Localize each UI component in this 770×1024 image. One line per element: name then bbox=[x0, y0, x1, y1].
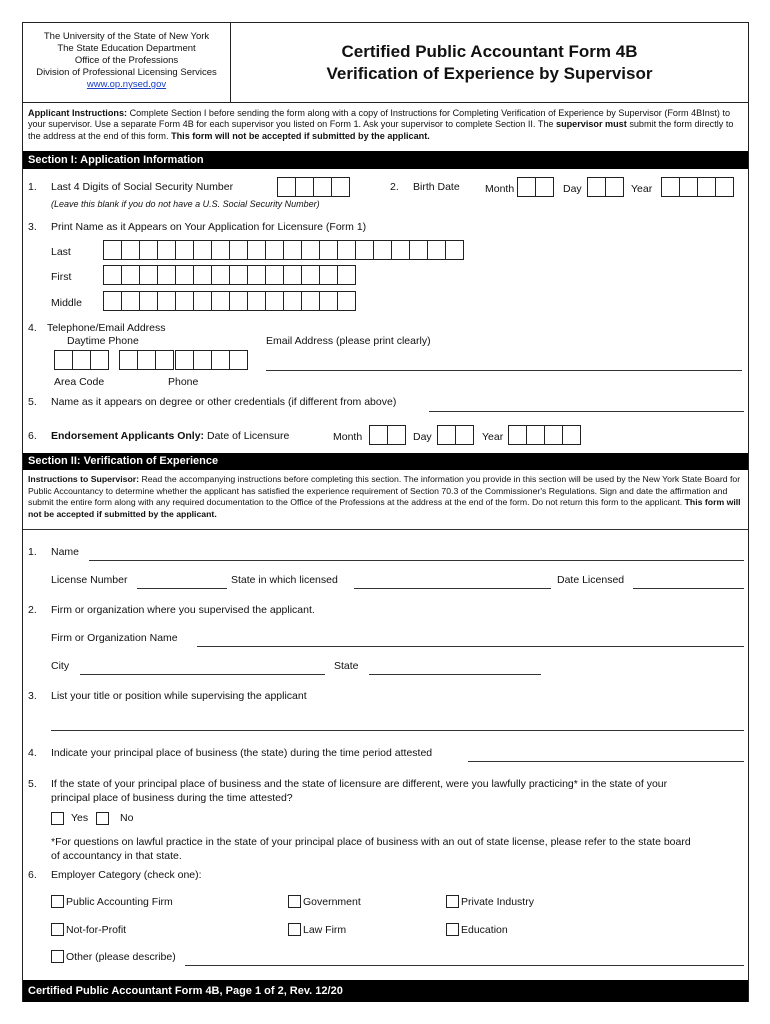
phone-prefix-boxes[interactable] bbox=[119, 350, 173, 370]
licensure-month-boxes[interactable] bbox=[369, 425, 405, 445]
education-checkbox[interactable] bbox=[446, 923, 459, 936]
state-input-line[interactable] bbox=[369, 674, 541, 675]
form-page bbox=[22, 22, 749, 1002]
ssn-boxes[interactable] bbox=[277, 177, 349, 197]
form-title-line-1: Certified Public Accountant Form 4B bbox=[341, 42, 638, 61]
last-name-boxes[interactable] bbox=[103, 240, 463, 260]
firm-question-label: Firm or organization where you supervised the applicant. bbox=[51, 604, 315, 616]
city-label: City bbox=[51, 660, 70, 672]
licensure-year-label: Year bbox=[482, 431, 504, 443]
middle-name-boxes[interactable] bbox=[103, 291, 355, 311]
employer-category-label: Employer Category (check one): bbox=[51, 869, 202, 881]
s2-q2-number: 2. bbox=[28, 604, 37, 616]
s1-q3-number: 3. bbox=[28, 221, 37, 233]
other-describe-input-line[interactable] bbox=[185, 965, 744, 966]
s2-q1-number: 1. bbox=[28, 546, 37, 558]
agency-line-1: The University of the State of New York bbox=[43, 31, 210, 42]
area-code-label: Area Code bbox=[54, 376, 105, 388]
phone-label: Phone bbox=[168, 376, 199, 388]
supervisor-name-input-line[interactable] bbox=[89, 560, 744, 561]
state-licensed-input-line[interactable] bbox=[354, 588, 551, 589]
principal-place-label: Indicate your principal place of business (the state) during the time period attested bbox=[51, 747, 433, 759]
supervisor-instructions-bold: This form will not be accepted if submitted by the applicant. bbox=[28, 497, 741, 519]
birth-month-label: Month bbox=[485, 183, 515, 195]
state-licensed-label: State in which licensed bbox=[231, 574, 338, 586]
date-licensed-label: Date Licensed bbox=[557, 574, 625, 586]
agency-block bbox=[23, 23, 231, 103]
not-for-profit-label: Not-for-Profit bbox=[66, 924, 127, 936]
title-position-input-line[interactable] bbox=[51, 730, 744, 731]
lawful-practice-question-line-1: If the state of your principal place of business and the state of licensure are different, were you lawfully practicing* in the state of your bbox=[51, 778, 668, 790]
birth-month-boxes[interactable] bbox=[517, 177, 553, 197]
s1-q1-number: 1. bbox=[28, 181, 37, 193]
licensure-day-label: Day bbox=[413, 431, 432, 443]
telephone-email-label: Telephone/Email Address bbox=[47, 322, 166, 334]
state-label: State bbox=[334, 660, 359, 672]
instructions-divider bbox=[23, 529, 748, 530]
email-label: Email Address (please print clearly) bbox=[266, 335, 431, 347]
title-position-label: List your title or position while supervising the applicant bbox=[51, 690, 307, 702]
government-checkbox[interactable] bbox=[288, 895, 301, 908]
licensure-year-boxes[interactable] bbox=[508, 425, 580, 445]
government-label: Government bbox=[303, 896, 361, 908]
private-industry-checkbox[interactable] bbox=[446, 895, 459, 908]
education-label: Education bbox=[461, 924, 508, 936]
supervisor-instructions bbox=[28, 474, 743, 520]
print-name-label: Print Name as it Appears on Your Application for Licensure (Form 1) bbox=[51, 221, 367, 233]
lawful-practice-footnote-line-1: *For questions on lawful practice in the state of your principal place of business with an out of state license, please refer to the state board bbox=[51, 836, 691, 848]
middle-name-label: Middle bbox=[51, 297, 82, 309]
section-1-header: Section I: Application Information bbox=[23, 151, 748, 169]
daytime-phone-label: Daytime Phone bbox=[67, 335, 139, 347]
area-code-boxes[interactable] bbox=[54, 350, 108, 370]
licensure-day-boxes[interactable] bbox=[437, 425, 473, 445]
applicant-instructions-text-1: Complete Section I before sending the form along with a copy of Instructions for Completing Verification of Experience by Supervisor (Form 4BInst) to your supervisor. Use a separate Form 4B for each supervisor you listed on Form 1. Ask your supervisor to complete Section II. The bbox=[28, 108, 731, 130]
public-accounting-checkbox[interactable] bbox=[51, 895, 64, 908]
applicant-instructions-bold-1: supervisor must bbox=[556, 119, 627, 130]
date-licensed-input-line[interactable] bbox=[633, 588, 744, 589]
licensure-date-label: Date of Licensure bbox=[206, 430, 290, 442]
last-name-label: Last bbox=[51, 246, 71, 258]
email-input-line[interactable] bbox=[266, 370, 742, 371]
agency-line-3: Office of the Professions bbox=[74, 55, 179, 66]
first-name-boxes[interactable] bbox=[103, 265, 355, 285]
city-input-line[interactable] bbox=[80, 674, 325, 675]
agency-url-link[interactable]: www.op.nysed.gov bbox=[86, 79, 167, 90]
licensure-month-label: Month bbox=[333, 431, 363, 443]
s1-q4-number: 4. bbox=[28, 322, 37, 334]
law-firm-checkbox[interactable] bbox=[288, 923, 301, 936]
ssn-label: Last 4 Digits of Social Security Number bbox=[51, 181, 234, 193]
page-footer: Certified Public Accountant Form 4B, Page 1 of 2, Rev. 12/20 bbox=[23, 980, 748, 1002]
yes-checkbox[interactable] bbox=[51, 812, 64, 825]
firm-name-label: Firm or Organization Name bbox=[51, 632, 178, 644]
private-industry-label: Private Industry bbox=[461, 896, 534, 908]
form-title bbox=[231, 23, 748, 103]
principal-place-input-line[interactable] bbox=[468, 761, 744, 762]
s1-q5-number: 5. bbox=[28, 396, 37, 408]
public-accounting-label: Public Accounting Firm bbox=[66, 896, 173, 908]
s2-q4-number: 4. bbox=[28, 747, 37, 759]
s1-q6-number: 6. bbox=[28, 430, 37, 442]
birth-year-boxes[interactable] bbox=[661, 177, 733, 197]
s2-q5-number: 5. bbox=[28, 778, 37, 790]
supervisor-instructions-label: Instructions to Supervisor: bbox=[28, 474, 140, 484]
birth-year-label: Year bbox=[631, 183, 653, 195]
birth-day-label: Day bbox=[563, 183, 582, 195]
first-name-label: First bbox=[51, 271, 72, 283]
s2-q3-number: 3. bbox=[28, 690, 37, 702]
no-checkbox[interactable] bbox=[96, 812, 109, 825]
endorsement-label bbox=[51, 430, 289, 442]
endorsement-bold: Endorsement Applicants Only: bbox=[51, 430, 205, 442]
section-2-header: Section II: Verification of Experience bbox=[23, 453, 748, 470]
other-checkbox[interactable] bbox=[51, 950, 64, 963]
lawful-practice-footnote-line-2: of accountancy in that state. bbox=[51, 850, 182, 862]
s2-q6-number: 6. bbox=[28, 869, 37, 881]
applicant-instructions-label: Applicant Instructions: bbox=[28, 108, 128, 118]
not-for-profit-checkbox[interactable] bbox=[51, 923, 64, 936]
yes-label: Yes bbox=[71, 812, 89, 824]
agency-line-2: The State Education Department bbox=[57, 43, 196, 54]
law-firm-label: Law Firm bbox=[303, 924, 347, 936]
form-title-line-2: Verification of Experience by Supervisor bbox=[326, 64, 653, 83]
license-number-label: License Number bbox=[51, 574, 128, 586]
ssn-note: (Leave this blank if you do not have a U.S. Social Security Number) bbox=[51, 199, 320, 209]
lawful-practice-question-line-2: principal place of business during the time attested? bbox=[51, 792, 293, 804]
supervisor-instructions-text: Read the accompanying instructions before completing this section. The information you provide in this section will be used by the New York State Board for Public Accountancy to determine whether the applicant has satisfied the experience requirement of Section 70.3 of the Commissioner's Regulations. Sign and date the affirmation and submit the entire form along with any required documentation to the Office of the Professions at the address at the end of the form. Do not return this form to the applicant. bbox=[28, 474, 741, 508]
degree-name-label: Name as it appears on degree or other credentials (if different from above) bbox=[51, 396, 397, 408]
birth-day-boxes[interactable] bbox=[587, 177, 623, 197]
applicant-instructions-text-2: submit the form directly to the address at the end of this form. bbox=[28, 119, 734, 141]
license-number-input-line[interactable] bbox=[137, 588, 227, 589]
no-label: No bbox=[120, 812, 134, 824]
form-header bbox=[23, 23, 748, 103]
agency-line-4: Division of Professional Licensing Services bbox=[36, 67, 217, 78]
applicant-instructions bbox=[28, 108, 743, 142]
birth-date-label: Birth Date bbox=[413, 181, 460, 193]
phone-number-boxes[interactable] bbox=[175, 350, 247, 370]
supervisor-name-label: Name bbox=[51, 546, 80, 558]
applicant-instructions-bold-2: This form will not be accepted if submitted by the applicant. bbox=[171, 130, 430, 141]
other-label: Other (please describe) bbox=[66, 951, 176, 963]
degree-name-input-line[interactable] bbox=[429, 411, 744, 412]
firm-name-input-line[interactable] bbox=[197, 646, 744, 647]
s1-q2-number: 2. bbox=[390, 181, 399, 193]
